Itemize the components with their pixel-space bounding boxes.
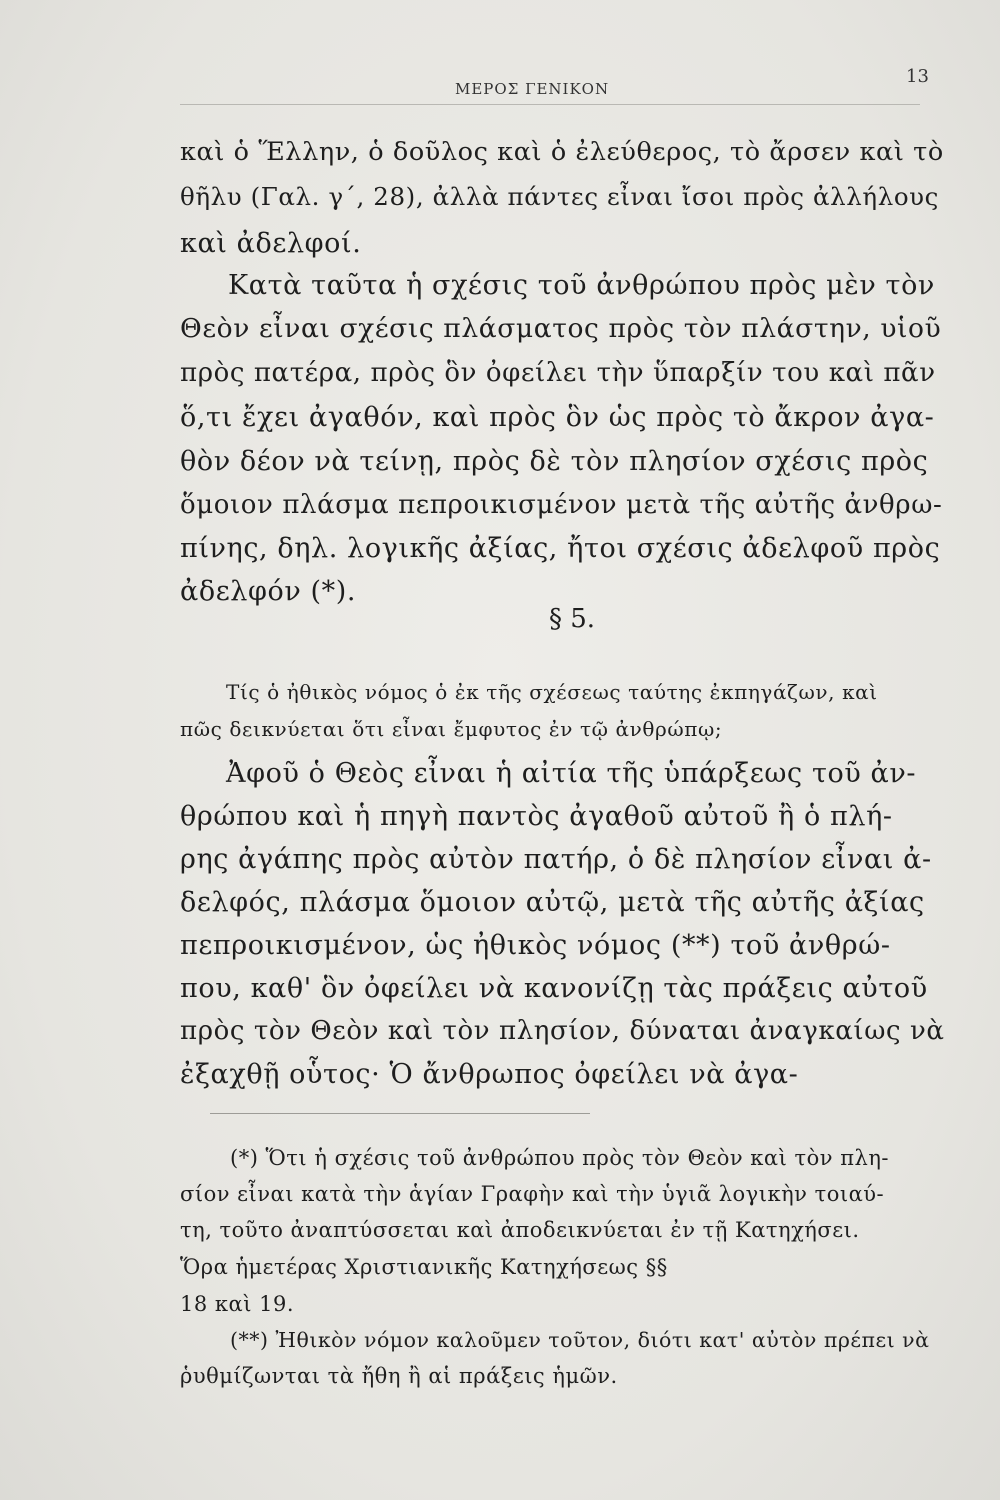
body-line: Κατὰ ταῦτα ἡ σχέσις τοῦ ἀνθρώπου πρὸς μὲν τὸν xyxy=(228,270,935,301)
footnote-line: τη, τοῦτο ἀναπτύσσεται καὶ ἀποδεικνύεται ἐν τῇ Κατηχήσει. xyxy=(180,1218,860,1242)
body-line: πρὸς τὸν Θεὸν καὶ τὸν πλησίον, δύναται ἀναγκαίως νὰ xyxy=(180,1016,945,1046)
body-line: πρὸς πατέρα, πρὸς ὃν ὀφείλει τὴν ὕπαρξίν του καὶ πᾶν xyxy=(180,358,936,388)
body-line: ὅ,τι ἔχει ἀγαθόν, καὶ πρὸς ὃν ὡς πρὸς τὸ ἄκρον ἀγα- xyxy=(180,402,935,433)
body-line: καὶ ὁ Ἕλλην, ὁ δοῦλος καὶ ὁ ἐλεύθερος, τὸ ἄρσεν καὶ τὸ xyxy=(180,137,944,167)
footnote-line: 18 καὶ 19. xyxy=(180,1292,295,1316)
body-line: θὸν δέον νὰ τείνῃ, πρὸς δὲ τὸν πλησίον σχέσις πρὸς xyxy=(180,446,929,477)
page-number: 13 xyxy=(906,66,929,87)
section-heading: § 5. xyxy=(549,604,596,634)
body-line: ἀδελφόν (*). xyxy=(180,576,357,607)
footnote-line: ῥυθμίζωνται τὰ ἤθη ἢ αἱ πράξεις ἡμῶν. xyxy=(180,1364,618,1388)
body-line: θρώπου καὶ ἡ πηγὴ παντὸς ἀγαθοῦ αὐτοῦ ἢ ὁ πλή- xyxy=(180,801,893,832)
body-line: Ἀφοῦ ὁ Θεὸς εἶναι ἡ αἰτία τῆς ὑπάρξεως τοῦ ἀν- xyxy=(226,758,917,789)
body-line: θῆλυ (Γαλ. γ΄, 28), ἀλλὰ πάντες εἶναι ἴσοι πρὸς ἀλλήλους xyxy=(180,182,939,211)
body-line: πίνης, δηλ. λογικῆς ἀξίας, ἤτοι σχέσις ἀδελφοῦ πρὸς xyxy=(180,533,941,564)
header-rule xyxy=(180,104,920,105)
body-line: ἐξαχθῇ οὗτος· Ὁ ἄνθρωπος ὀφείλει νὰ ἀγα- xyxy=(180,1059,799,1090)
body-line: ὅμοιον πλάσμα πεπροικισμένον μετὰ τῆς αὐτῆς ἀνθρω- xyxy=(180,490,943,520)
running-title: ΜΕΡΟΣ ΓΕΝΙΚΟΝ xyxy=(455,80,610,98)
body-line: καὶ ἀδελφοί. xyxy=(180,228,362,259)
question-line: Τίς ὁ ἠθικὸς νόμος ὁ ἐκ τῆς σχέσεως ταύτης ἐκπηγάζων, καὶ xyxy=(226,680,878,704)
body-line: ρης ἀγάπης πρὸς αὐτὸν πατήρ, ὁ δὲ πλησίον εἶναι ἀ- xyxy=(180,844,932,875)
footnote-line: (**) Ἠθικὸν νόμον καλοῦμεν τοῦτον, διότι κατ' αὐτὸν πρέπει νὰ xyxy=(230,1328,930,1352)
footnote-rule xyxy=(210,1113,590,1114)
body-line: που, καθ' ὃν ὀφείλει νὰ κανονίζῃ τὰς πράξεις αὐτοῦ xyxy=(180,973,928,1004)
footnote-line: σίον εἶναι κατὰ τὴν ἁγίαν Γραφὴν καὶ τὴν ὑγιᾶ λογικὴν τοιαύ- xyxy=(180,1182,885,1206)
footnote-line: (*) Ὅτι ἡ σχέσις τοῦ ἀνθρώπου πρὸς τὸν Θεὸν καὶ τὸν πλη- xyxy=(230,1146,889,1170)
body-line: πεπροικισμένον, ὡς ἠθικὸς νόμος (**) τοῦ ἀνθρώ- xyxy=(180,930,891,961)
body-line: Θεὸν εἶναι σχέσις πλάσματος πρὸς τὸν πλάστην, υἱοῦ xyxy=(180,313,942,344)
body-line: δελφός, πλάσμα ὅμοιον αὐτῷ, μετὰ τῆς αὐτῆς ἀξίας xyxy=(180,887,925,918)
footnote-line: Ὅρα ἡμετέρας Χριστιανικῆς Κατηχήσεως §§ xyxy=(180,1255,668,1279)
question-line: πῶς δεικνύεται ὅτι εἶναι ἔμφυτος ἐν τῷ ἀνθρώπῳ; xyxy=(180,717,723,741)
